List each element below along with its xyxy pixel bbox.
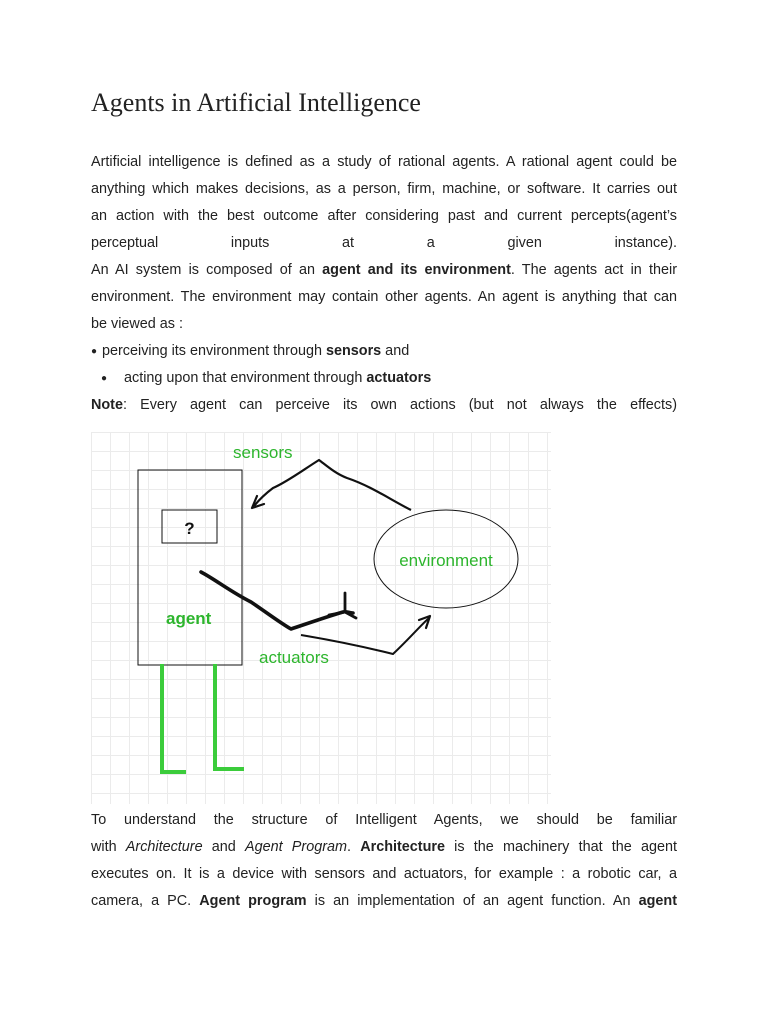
note-label: Note — [91, 397, 123, 413]
intro-line-3: an action with the best outcome after considering past and current percepts(agent’s — [91, 208, 677, 224]
actuator-claw-icon — [329, 593, 356, 618]
structure-line-4-mid: is an implementation of an agent function. An — [306, 893, 639, 909]
bullet-text-start: acting upon that environment through — [124, 370, 367, 386]
intro-line-6: environment. The environment may contain other agents. An agent is anything that can — [91, 289, 677, 305]
structure-line-4 — [91, 888, 677, 915]
intro-line-1: Artificial intelligence is defined as a study of rational agents. A rational agent could be — [91, 154, 677, 170]
structure-line-3: executes on. It is a device with sensors and actuators, for example : a robotic car, a — [91, 866, 677, 882]
actuators-term: actuators — [366, 370, 432, 386]
sensors-arrow — [254, 460, 411, 510]
actuator-arm — [201, 572, 353, 629]
architecture-term-italic: Architecture — [125, 839, 203, 855]
note-line — [91, 392, 677, 419]
page-title: Agents in Artificial Intelligence — [91, 88, 421, 117]
intro-line-4: perceptual inputs at a given instance). — [91, 235, 677, 251]
bullet-icon: ● — [101, 373, 108, 384]
agent-label: agent — [166, 609, 212, 628]
bullet-icon: ● — [91, 346, 98, 357]
agent-environment-diagram — [91, 432, 551, 804]
agent-left-leg — [162, 666, 184, 772]
structure-line-1: To understand the structure of Intelligent Agents, we should be familiar — [91, 812, 677, 828]
list-item — [91, 365, 677, 392]
bullet-text-start: perceiving its environment through — [102, 343, 326, 359]
bullet-text-end: and — [381, 343, 410, 359]
agent-environment-term: agent and its environment — [322, 262, 511, 278]
agent-program-term: Agent program — [199, 893, 307, 909]
intro-line-7: be viewed as : — [91, 316, 183, 332]
structure-paragraph — [91, 807, 677, 915]
architecture-term: Architecture — [360, 839, 445, 855]
note-text: : Every agent can perceive its own actions (but not always the effects) — [122, 397, 677, 413]
structure-line-2-dot: . — [347, 839, 361, 855]
agent-program-term-italic: Agent Program — [245, 839, 347, 855]
structure-line-2-end: is the machinery that the agent — [444, 839, 677, 855]
intro-paragraph — [91, 149, 677, 419]
intro-line-5 — [91, 257, 677, 284]
structure-line-4-start: camera, a PC. — [91, 893, 200, 909]
sensors-term: sensors — [325, 343, 382, 359]
actuators-label: actuators — [259, 648, 329, 667]
intro-line-5-start: An AI system is composed of an — [91, 262, 323, 278]
diagram-canvas — [91, 432, 551, 804]
unknown-symbol: ? — [184, 519, 195, 538]
intro-line-5-end: . The agents act in their — [510, 262, 677, 278]
agent-box — [138, 470, 242, 665]
agent-right-leg — [215, 666, 242, 769]
structure-line-2-start: with — [91, 839, 126, 855]
sensors-label: sensors — [233, 443, 293, 462]
structure-line-2 — [91, 834, 677, 861]
structure-line-2-and: and — [202, 839, 245, 855]
environment-label: environment — [399, 551, 493, 570]
agent-term: agent — [638, 893, 678, 909]
list-item — [91, 338, 677, 365]
intro-line-2: anything which makes decisions, as a person, firm, machine, or software. It carries out — [91, 181, 677, 197]
